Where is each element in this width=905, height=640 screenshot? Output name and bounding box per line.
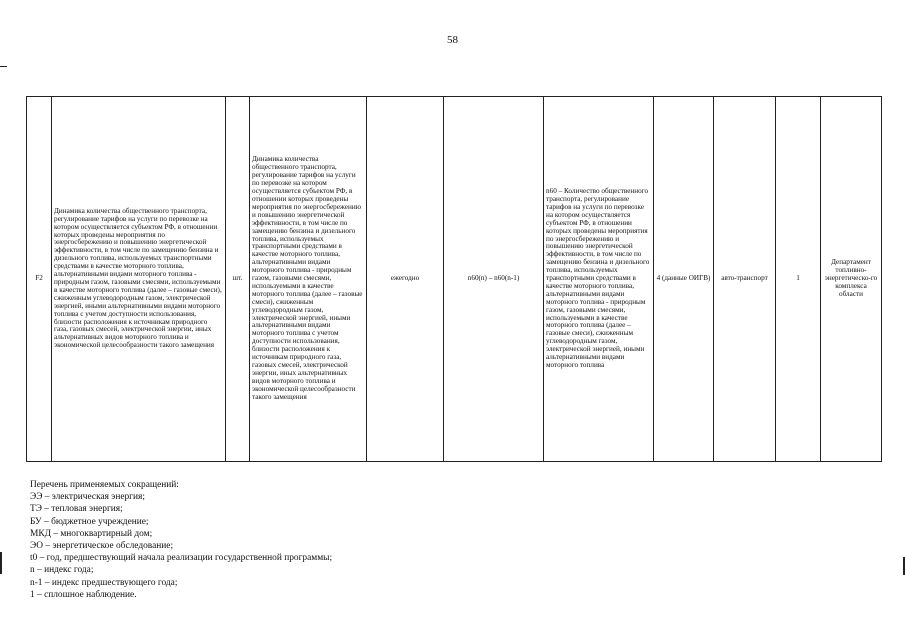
indicator-name: Динамика количества общественного транспорта, регулирование тарифов на услуги по перевозке на котором осуществляется субъектом РФ, в отношении которых проведены мероприятия по энергосбережению и повышению энергетической эффективности, в том числе по замещению бензина и дизельного топлива, используемых транспортными средствами в качестве моторного топлива, альтернативными видами моторного топлива - природным газом, газовыми смесями, используемыми в качестве моторного топлива (далее – газовые смеси), сжиженным углеводородным газом, электрической энергией, иными альтернативными видами моторного топлива с учетом доступности использования, близости расположения к источникам природного газа, газовых смесей, электрической энергии, иных альтернативных видов моторного топлива и экономической целесообразности такого замещения	[54, 206, 222, 350]
abbreviation-item: БУ – бюджетное учреждение;	[30, 516, 149, 527]
abbreviations-heading: Перечень применяемых сокращений:	[30, 480, 179, 490]
indicator-table	[26, 96, 882, 462]
periodicity: ежегодно	[390, 274, 420, 283]
page-number: 58	[447, 34, 458, 46]
indicator-code-cell	[27, 97, 52, 462]
abbreviation-item: n-1 – индекс предшествующего года;	[30, 577, 178, 588]
abbreviation-item: n – индекс года;	[30, 565, 94, 576]
variables-description: n60 – Количество общественного транспорта, регулирование тарифов на услуги по перевозке на котором осуществляется субъектом РФ, в отношении которых проведены мероприятия по энергосбережению и повышению энергетической эффективности, в том числе по замещению бензина и дизельного топлива, используемых транспортными средствами в качестве моторного топлива, альтернативными видами моторного топлива - природным газом, газовыми смесями, используемыми в качестве моторного топлива (далее – газовые смеси), сжиженным углеводородным газом, электрической энергией, иными альтернативными видами моторного топлива	[546, 187, 650, 370]
abbreviation-item: ЭЭ – электрическая энергия;	[30, 492, 145, 503]
observation-object: авто-транспорт	[721, 274, 768, 283]
observation-object-cell	[714, 97, 776, 462]
scan-edge-mark-left	[0, 552, 2, 574]
scan-edge-mark-top	[0, 66, 7, 67]
abbreviation-item: 1 – сплошное наблюдение.	[30, 589, 137, 600]
indicator-definition: Динамика количества общественного транспорта, регулирование тарифов на услуги по перевозке на котором осуществляется субъектом РФ, в отношении которых проведены мероприятия по энергосбережению и повышению энергетической эффективности, в том числе по замещению бензина и дизельного топлива, используемых транспортными средствами в качестве моторного топлива, альтернативными видами моторного топлива - природным газом, газовыми смесями, используемыми в качестве моторного топлива (далее – газовые смеси), сжиженным углеводородным газом, электрической энергией, иными альтернативными видами моторного топлива с учетом доступности использования, близости расположения к источникам природного газа, газовых смесей, электрической энергии, иных альтернативных видов моторного топлива и экономической целесообразности такого замещения	[252, 155, 363, 401]
abbreviations-list	[30, 479, 730, 601]
table-row	[27, 97, 882, 462]
collection-method: 1	[796, 274, 800, 283]
collection-method-cell	[776, 97, 821, 462]
responsible-body: Департамент топливно-энергетическо-го комплекса области	[824, 258, 878, 298]
abbreviation-item: t0 – год, предшествующий начала реализации государственной программы;	[30, 553, 333, 564]
data-source: 4 (данные ОИГВ)	[656, 274, 711, 283]
variables-cell	[544, 97, 654, 462]
formula-cell	[444, 97, 544, 462]
unit-cell	[226, 97, 250, 462]
responsible-cell	[821, 97, 882, 462]
definition-cell	[250, 97, 367, 462]
indicator-name-cell	[52, 97, 226, 462]
data-source-cell	[654, 97, 714, 462]
periodicity-cell	[367, 97, 444, 462]
abbreviation-item: ЭО – энергетическое обследование;	[30, 541, 174, 552]
formula: n60(n) – n60(n-1)	[467, 274, 520, 283]
abbreviation-item: МКД – многоквартирный дом;	[30, 528, 153, 539]
unit: шт.	[232, 274, 243, 283]
abbreviation-item: ТЭ – тепловая энергия;	[30, 504, 123, 515]
indicator-code: F2	[35, 274, 43, 283]
